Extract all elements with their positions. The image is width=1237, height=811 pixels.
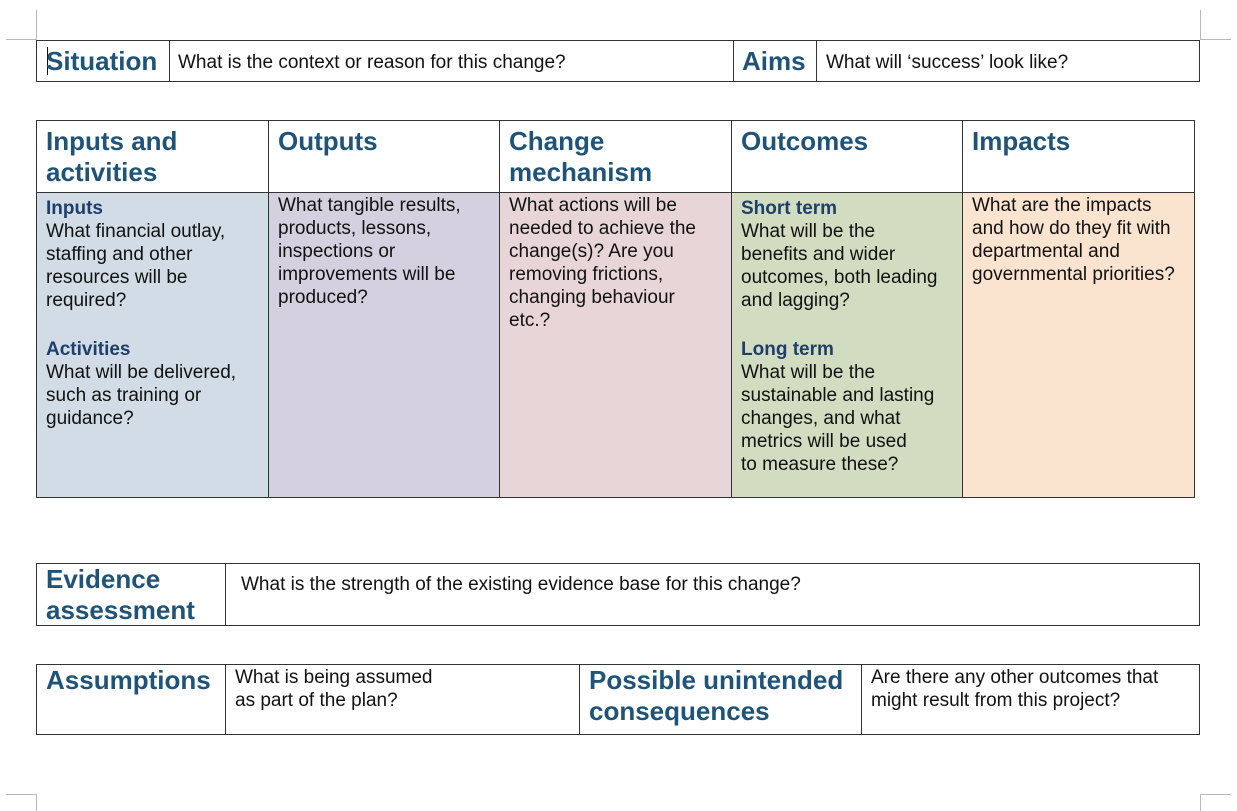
divider [225, 664, 226, 735]
text-line: What will be the [741, 221, 876, 242]
consequences-heading-line: consequences [589, 696, 770, 726]
text-line: sustainable and lasting [741, 385, 935, 406]
text-line: such as training or [46, 385, 202, 406]
divider [579, 664, 580, 735]
text-line: produced? [278, 287, 368, 308]
crop-mark [1200, 794, 1201, 811]
header-line: Inputs and [46, 126, 178, 156]
outcomes-content [741, 197, 937, 476]
text-line: staffing and other [46, 244, 193, 265]
text-line: What tangible results, [278, 195, 461, 216]
change-mechanism-header[interactable] [509, 126, 652, 188]
text-line: etc.? [509, 310, 551, 331]
inputs-activities-content [46, 197, 236, 430]
text-line: and how do they fit with [972, 218, 1171, 239]
aims-heading-cell[interactable] [742, 46, 806, 77]
text-line: changing behaviour [509, 287, 675, 308]
crop-mark [1201, 794, 1231, 795]
header-divider [36, 192, 1195, 193]
text-line: outcomes, both leading [741, 267, 938, 288]
crop-mark [6, 39, 36, 40]
change-mechanism-content [509, 194, 696, 332]
crop-mark [36, 10, 37, 40]
aims-heading: Aims [742, 46, 806, 76]
header-line: Outputs [278, 126, 378, 156]
text-line: changes, and what [741, 408, 901, 429]
situation-heading-cell[interactable] [46, 46, 157, 77]
header-line: mechanism [509, 157, 653, 187]
text-line: metrics will be used [741, 431, 907, 452]
assumptions-heading: Assumptions [46, 665, 211, 695]
inputs-label: Inputs [46, 198, 103, 219]
text-line: might result from this project? [871, 690, 1121, 711]
divider [169, 40, 170, 82]
consequences-prompt-cell[interactable] [871, 666, 1158, 712]
text-line: as part of the plan? [235, 690, 398, 711]
situation-prompt: What is the context or reason for this change? [178, 52, 566, 73]
text-line: What will be the [741, 362, 876, 383]
text-line: departmental and [972, 241, 1120, 262]
outputs-content [278, 194, 461, 309]
divider [499, 120, 500, 498]
text-line: guidance? [46, 408, 134, 429]
divider [962, 120, 963, 498]
evidence-heading-line: assessment [46, 595, 195, 625]
text-line: resources will be [46, 267, 188, 288]
header-line: Change [509, 126, 605, 156]
crop-mark [1201, 39, 1231, 40]
aims-prompt: What will ‘success’ look like? [826, 52, 1069, 73]
text-line: Are there any other outcomes that [871, 667, 1159, 688]
situation-prompt-cell[interactable] [178, 51, 566, 74]
header-line: Impacts [972, 126, 1071, 156]
assumptions-heading-cell[interactable] [46, 665, 211, 696]
text-line: benefits and wider [741, 244, 896, 265]
divider [861, 664, 862, 735]
divider [225, 563, 226, 626]
text-line: What financial outlay, [46, 221, 226, 242]
crop-mark [36, 794, 37, 811]
text-line: inspections or [278, 241, 396, 262]
crop-mark [6, 794, 36, 795]
evidence-heading-line: Evidence [46, 564, 161, 594]
impacts-content [972, 194, 1175, 286]
text-line: to measure these? [741, 454, 899, 475]
text-line: What will be delivered, [46, 362, 237, 383]
crop-mark [1200, 10, 1201, 40]
consequences-heading-line: Possible unintended [589, 665, 844, 695]
long-term-label: Long term [741, 339, 834, 360]
text-line: change(s)? Are you [509, 241, 674, 262]
outcomes-header[interactable] [741, 126, 868, 157]
divider [816, 40, 817, 82]
divider [731, 120, 732, 498]
text-line: What are the impacts [972, 195, 1152, 216]
impacts-header[interactable] [972, 126, 1070, 157]
outputs-header[interactable] [278, 126, 378, 157]
evidence-prompt-cell[interactable] [241, 573, 801, 596]
text-line: removing frictions, [509, 264, 664, 285]
evidence-prompt: What is the strength of the existing evidence base for this change? [241, 574, 801, 595]
header-line: activities [46, 157, 158, 187]
inputs-activities-header[interactable] [46, 126, 177, 188]
text-line: products, lessons, [278, 218, 432, 239]
text-line: governmental priorities? [972, 264, 1175, 285]
text-line: What actions will be [509, 195, 677, 216]
situation-heading: Situation [46, 46, 158, 76]
short-term-label: Short term [741, 198, 838, 219]
text-line: What is being assumed [235, 667, 433, 688]
text-line: required? [46, 290, 127, 311]
divider [268, 120, 269, 498]
text-line: and lagging? [741, 290, 850, 311]
text-line: improvements will be [278, 264, 456, 285]
header-line: Outcomes [741, 126, 869, 156]
text-line: needed to achieve the [509, 218, 696, 239]
activities-label: Activities [46, 339, 131, 360]
consequences-heading-cell[interactable] [589, 665, 843, 727]
aims-prompt-cell[interactable] [826, 51, 1068, 74]
evidence-heading-cell[interactable] [46, 564, 195, 626]
assumptions-prompt-cell[interactable] [235, 666, 433, 712]
divider [733, 40, 734, 82]
